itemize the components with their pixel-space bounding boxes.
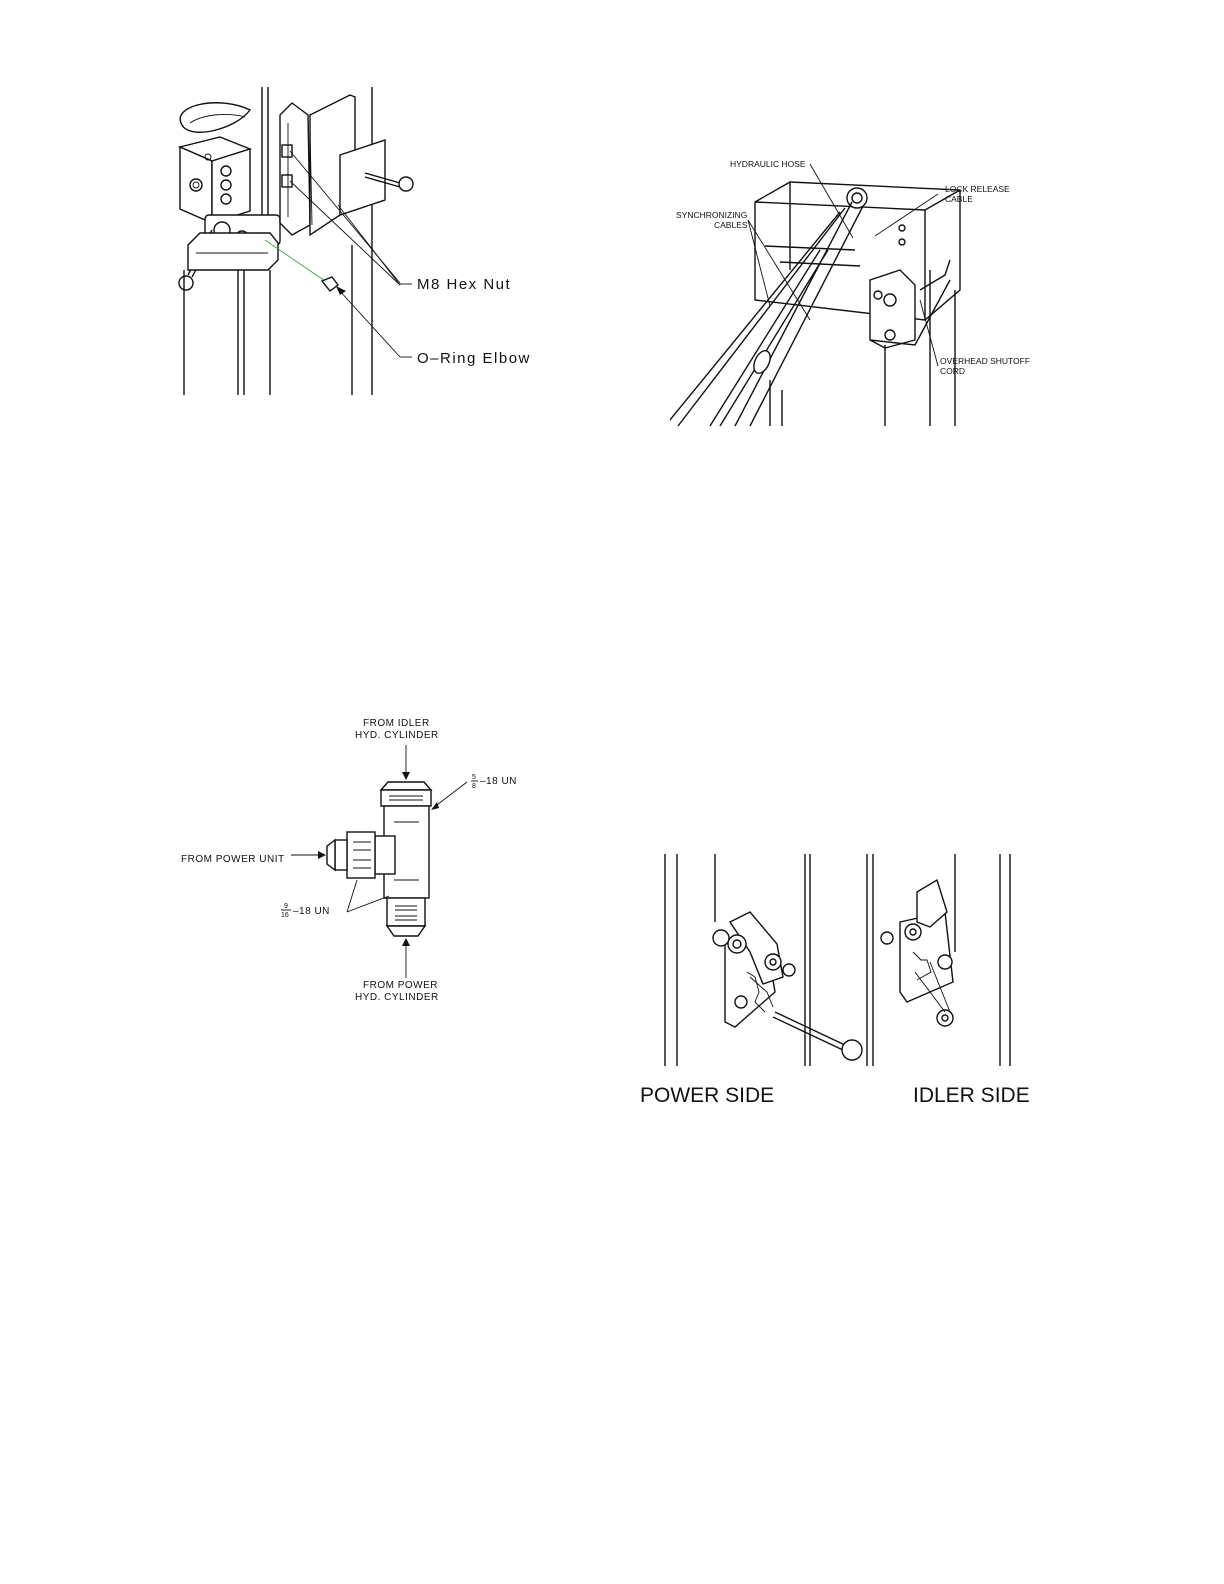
- from-power-label-1: FROM POWER: [363, 980, 438, 991]
- overhead-shutoff-label-1: OVERHEAD SHUTOFF: [940, 356, 1031, 366]
- o-ring-elbow-label: O–Ring Elbow: [417, 350, 531, 367]
- thread-top-label: –18 UN: [480, 776, 517, 787]
- thread-bottom-label: –18 UN: [293, 906, 330, 917]
- from-idler-label-1: FROM IDLER: [363, 718, 430, 729]
- power-side-label: POWER SIDE: [640, 1084, 775, 1107]
- thread-bottom-numerator: 9: [284, 903, 288, 910]
- tee-fitting-drawing: [175, 710, 535, 1010]
- lock-release-label-2: CABLE: [945, 194, 973, 204]
- locks-drawing: [655, 852, 1025, 1072]
- idler-side-label: IDLER SIDE: [913, 1084, 1030, 1107]
- overhead-figure: [670, 150, 1040, 430]
- sync-cables-label-1: SYNCHRONIZING: [676, 210, 748, 220]
- thread-top-denominator: 8: [472, 783, 476, 790]
- thread-bottom-denominator: 16: [281, 912, 289, 919]
- tee-fitting-figure: [175, 710, 535, 1010]
- locks-figure: [655, 852, 1025, 1072]
- power-unit-figure: [160, 85, 560, 397]
- overhead-drawing: [670, 150, 1040, 430]
- power-unit-drawing: [160, 85, 560, 397]
- thread-top-numerator: 5: [472, 774, 476, 781]
- hex-nut-label: M8 Hex Nut: [417, 276, 512, 293]
- from-idler-label-2: HYD. CYLINDER: [355, 730, 439, 741]
- hydraulic-hose-label: HYDRAULIC HOSE: [730, 159, 806, 169]
- lock-release-label-1: LOCK RELEASE: [945, 184, 1010, 194]
- sync-cables-label-2: CABLES: [714, 220, 748, 230]
- from-power-label-2: HYD. CYLINDER: [355, 992, 439, 1003]
- from-power-unit-label: FROM POWER UNIT: [181, 854, 285, 865]
- overhead-shutoff-label-2: CORD: [940, 366, 966, 376]
